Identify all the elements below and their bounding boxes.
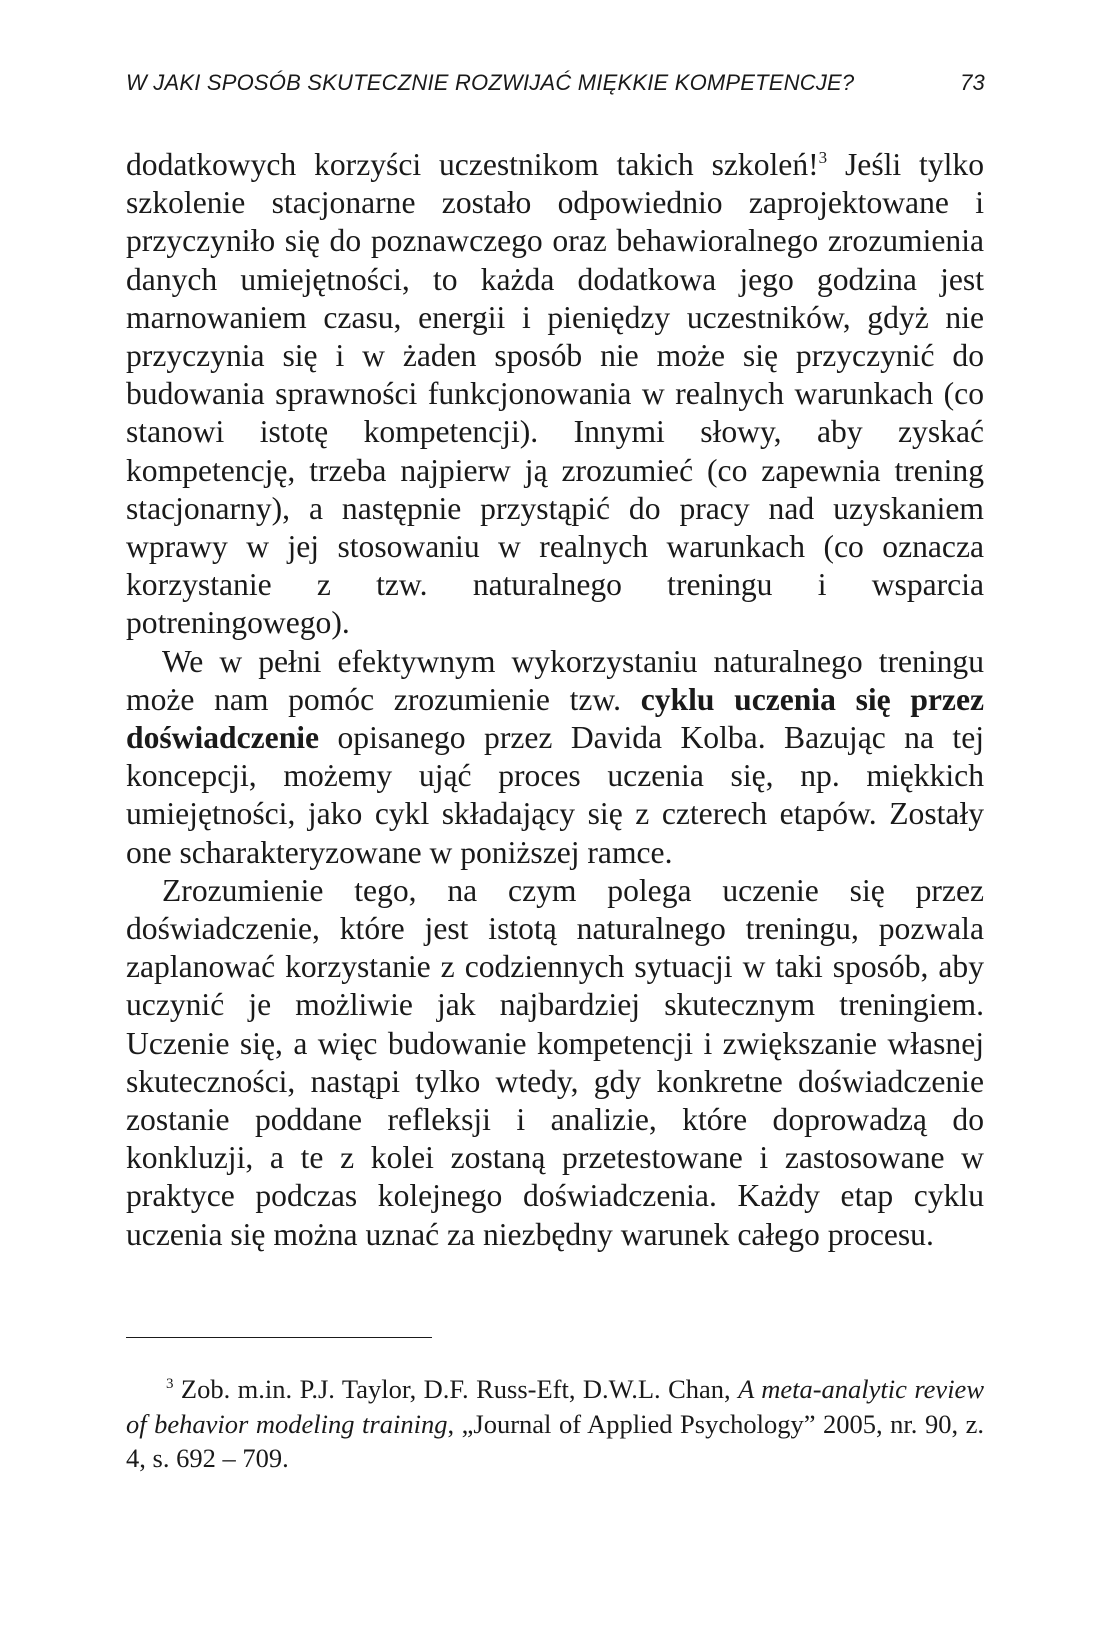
paragraph-3 (126, 872, 984, 1254)
paragraph-1 (126, 146, 984, 643)
footnote (126, 1372, 984, 1476)
footnote-citation-end: , „Journal of Applied Psychology” 2005, nr. 90, z. 4, s. 692 – 709. (126, 1408, 984, 1473)
paragraph-3-text: Zrozumienie tego, na czym polega uczenie się przez doświadczenie, które jest istotą naturalnego treningu, pozwala zaplanować korzystanie z codziennych sytuacji w taki sposób, aby uczynić je możliwie jak najbardziej skutecznym treningiem. Uczenie się, a więc budowanie kompetencji i zwiększanie własnej skuteczności, nastąpi tylko wtedy, gdy konkretne doświadczenie zostanie poddane refleksji i analizie, które doprowadzą do konkluzji, a te z kolei zostaną przetestowane i zastosowane w praktyce podczas kolejnego doświadczenia. Każdy etap cyklu uczenia się można uznać za niezbędny warunek całego procesu. (126, 872, 984, 1252)
paragraph-2-start: We w pełni efektywnym wykorzystaniu naturalnego treningu może nam pomóc zrozumienie tzw. (126, 643, 984, 717)
footnote-reference: 3 (818, 148, 828, 167)
footnote-divider (126, 1337, 432, 1338)
footnote-citation-start: Zob. m.in. P.J. Taylor, D.F. Russ-Eft, D.W.L. Chan, (173, 1374, 739, 1404)
key-term: cyklu uczenia się przez doświadczenie (126, 681, 984, 756)
footnote-article-title: A meta-analytic review of behavior modeling training (126, 1374, 984, 1439)
footnote-marker: 3 (166, 1376, 174, 1392)
page-number: 73 (960, 70, 985, 95)
paragraph-2-rest: opisanego przez Davida Kolba. Bazując na tej koncepcji, możemy ująć proces uczenia się, np. miękkich umiejętności, jako cykl składający się z czterech etapów. Zostały one scharakteryzowane w poniższej ramce. (126, 720, 984, 870)
paragraph-1-rest: Jeśli tylko szkolenie stacjonarne zostało odpowiednio zaprojektowane i przyczyniło się do poznawczego oraz behawioralnego zrozumienia danych umiejętności, to każda dodatkowa jego godzina jest marnowaniem czasu, energii i pieniędzy uczestników, gdyż nie przyczynia się i w żaden sposób nie może się przyczynić do budowania sprawności funkcjonowania w realnych warunkach (co stanowi istotę kompetencji). Innymi słowy, aby zyskać kompetencję, trzeba najpierw ją zrozumieć (co zapewnia trening stacjonarny), a następnie przystąpić do pracy nad uzyskaniem wprawy w jej stosowaniu w realnych warunkach (co oznacza korzystanie z tzw. naturalnego treningu i wsparcia potreningowego). (126, 147, 984, 641)
paragraph-1-start: dodatkowych korzyści uczestnikom takich szkoleń! (126, 147, 819, 182)
running-title: W JAKI SPOSÓB SKUTECZNIE ROZWIJAĆ MIĘKKIE KOMPETENCJE? (126, 70, 855, 95)
paragraph-2 (126, 643, 984, 872)
running-header (126, 70, 985, 102)
main-text (126, 146, 984, 1254)
